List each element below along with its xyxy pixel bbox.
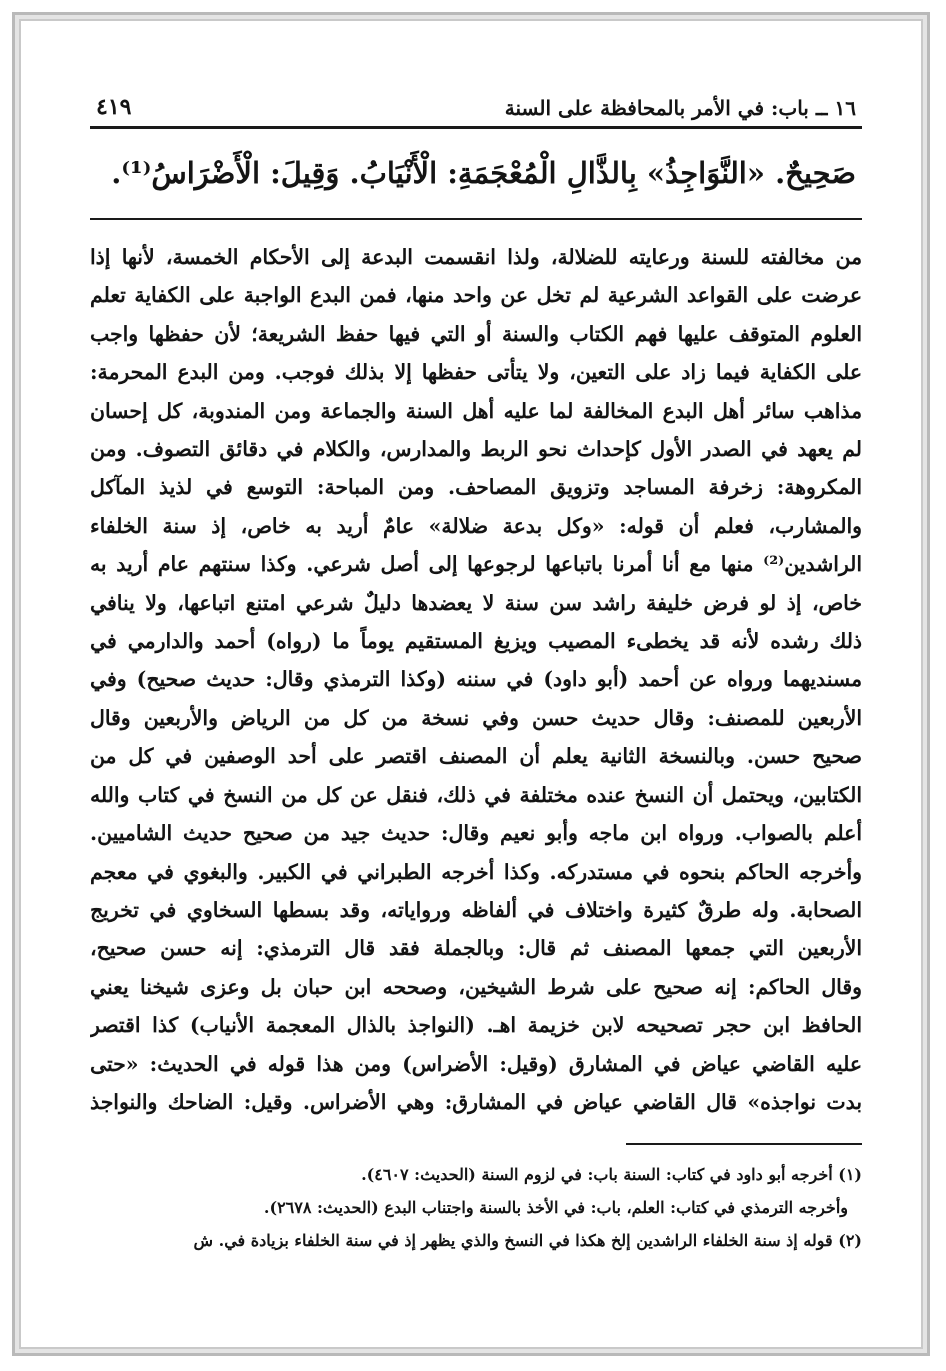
commentary-line: خاص، إذ لو فرض خليفة راشد سن سنة لا يعضدها دليلٌ شرعي امتنع اتباعها، ولا ينافي xyxy=(90,590,862,615)
commentary-line: وقال الحاكم: إنه صحيح على شرط الشيخين، وصححه ابن حبان بل وعزى شيخنا يعني xyxy=(90,974,862,999)
footnote-line: (٢) قوله إذ سنة الخلفاء الراشدين إلخ هكذا في النسخ والذي يظهر إذ في سنة الخلفاء بزيادة في. ش xyxy=(193,1231,862,1250)
commentary-line: أعلم بالصواب. ورواه ابن ماجه وأبو نعيم وقال: حديث جيد من صحيح حديث الشاميين. xyxy=(90,821,862,846)
running-title: ١٦ ــ باب: في الأمر بالمحافظة على السنة xyxy=(504,96,856,120)
footnote-divider xyxy=(626,1143,862,1145)
footnotes xyxy=(90,1158,862,1257)
commentary-line: على الكفاية فيما زاد على التعين، ولا يتأتى حفظها إلا بذلك فوجب. ومن البدع المحرمة: xyxy=(90,360,862,385)
commentary-line: لم يعهد في الصدر الأول كإحداث نحو الربط والمدارس، والكلام في دقائق التصوف. ومن xyxy=(90,437,862,462)
commentary-line: والمشارب، فعلم أن قوله: «وكل بدعة ضلالة» عامٌ أريد به خاص، إذ سنة الخلفاء xyxy=(90,513,862,538)
commentary-line: الأربعين التي جمعها المصنف ثم قال: وبالجملة فقد قال الترمذي: إنه حسن صحيح، xyxy=(90,936,862,961)
commentary-line: من مخالفته للسنة ورعايته للضلالة، ولذا انقسمت البدعة إلى الأحكام الخمسة، لأنها إذا xyxy=(90,245,862,269)
matn-divider xyxy=(90,218,862,220)
commentary-line: وأخرجه الحاكم بنحوه في مستدركه. وكذا أخرجه الطبراني في الكبير. والبغوي في معجم xyxy=(90,859,862,884)
commentary-line: ذلك رشده لأنه قد يخطىء المصيب ويزيغ المستقيم يوماً ما (رواه) أحمد والدارمي في xyxy=(90,629,862,654)
page-header xyxy=(90,86,862,129)
commentary-line: الحافظ ابن حجر تصحيحه لابن خزيمة اهـ. (النواجذ بالذال المعجمة الأنياب) كذا اقتصر xyxy=(90,1013,862,1038)
commentary-line: الأربعين للمصنف: وقال حديث حسن وفي نسخة من كل من الرياض والأربعين وقال xyxy=(90,705,862,730)
commentary-body xyxy=(90,238,862,1121)
commentary-line: عرضت على القواعد الشرعية لم تخل عن واحد منها، فمن البدع الواجبة على الكفاية تعلم xyxy=(90,283,862,308)
commentary-line: صحيح حسن. وبالنسخة الثانية يعلم أن المصنف اقتصر على أحد الوصفين في كل من xyxy=(90,744,862,769)
page-number: ٤١٩ xyxy=(96,94,132,120)
commentary-line: العلوم المتوقف عليها فهم الكتاب والسنة أو التي فيها حفظ الشريعة؛ لأن حفظها واجب xyxy=(90,321,862,346)
commentary-line: المكروهة: زخرفة المساجد وتزويق المصاحف. ومن المباحة: التوسع في لذيذ المآكل xyxy=(90,475,862,500)
commentary-line: مذاهب سائر أهل البدع المخالفة لما عليه أهل السنة والجماعة ومن المندوبة، كل إحسان xyxy=(90,398,862,423)
footnote-line: وأخرجه الترمذي في كتاب: العلم، باب: في الأخذ بالسنة واجتناب البدع (الحديث: ٢٦٧٨). xyxy=(263,1198,848,1217)
commentary-line: مسنديهما ورواه عن أحمد (أبو داود) في سننه (وكذا الترمذي وقال: حديث صحيح) وفي xyxy=(90,667,862,692)
commentary-line: الراشدين⁽²⁾ منها مع أنا أمرنا باتباعها لرجوعها إلى أصل شرعي. وكذا سنتهم عام أريد به xyxy=(90,552,862,577)
footnote-line: (١) أخرجه أبو داود في كتاب: السنة باب: في لزوم السنة (الحديث: ٤٦٠٧). xyxy=(361,1165,862,1184)
commentary-line: الصحابة. وله طرقٌ كثيرة واختلاف في ألفاظه ورواياته، وقد بسطها السخاوي في تخريج xyxy=(90,897,862,922)
commentary-line: عليه القاضي عياض في المشارق (وقيل: الأضراس) ومن هذا قوله في الحديث: «حتى xyxy=(90,1051,862,1076)
book-page xyxy=(90,68,862,1248)
commentary-line: الكتابين، ويحتمل أن النسخ عنده مختلفة في ذلك، فنقل عن كل من النسخ في كتاب والله xyxy=(90,782,862,807)
hadith-text: صَحِيحٌ. «النَّوَاجِذُ» بِالذَّالِ الْمُعْجَمَةِ: الْأَنْيَابُ. وَقِيلَ: الْأَضْرَاسُ⁽¹⁾. xyxy=(111,156,856,190)
commentary-line: بدت نواجذه» قال القاضي عياض في المشارق: وهي الأضراس. وقيل: الضاحك والنواجذ xyxy=(90,1089,862,1114)
